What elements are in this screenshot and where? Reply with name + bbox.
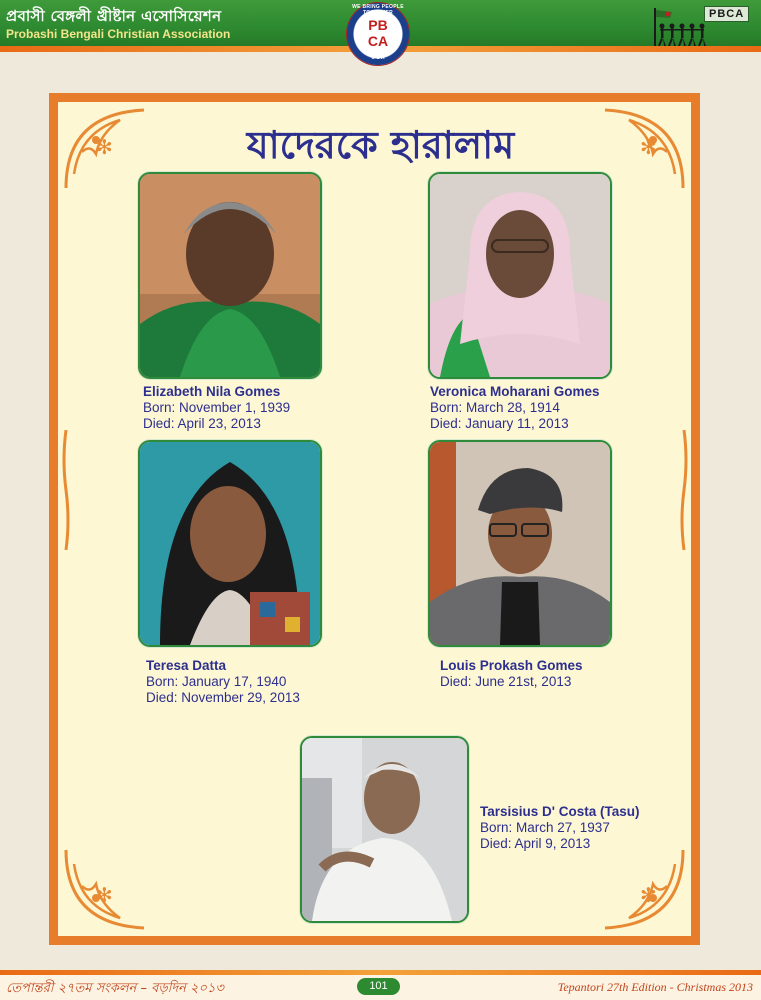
- side-flourish-icon: [680, 430, 688, 550]
- logo-letters: PB CA: [367, 17, 389, 49]
- portrait-photo: [138, 172, 322, 379]
- death-date: Died: April 9, 2013: [480, 836, 591, 851]
- portrait-photo: [428, 172, 612, 379]
- logo-country: U S A: [371, 55, 385, 61]
- birth-date: Born: November 1, 1939: [143, 400, 291, 415]
- footer-edition-english: Tepantori 27th Edition - Christmas 2013: [557, 980, 753, 994]
- pbca-brand: [650, 2, 758, 46]
- page-number: 101: [357, 978, 400, 995]
- portrait-photo: [300, 736, 469, 923]
- person-name: Louis Prokash Gomes: [440, 658, 583, 673]
- page-title: যাদেরকে হারালাম: [246, 123, 515, 167]
- person-caption: [146, 658, 300, 706]
- portrait-photo: [138, 440, 322, 647]
- death-date: Died: January 11, 2013: [430, 416, 569, 431]
- death-date: Died: June 21st, 2013: [440, 674, 572, 689]
- person-caption: [430, 384, 600, 432]
- snowflake-icon: ✻: [96, 137, 113, 159]
- death-date: Died: April 23, 2013: [143, 416, 261, 431]
- person-name: Elizabeth Nila Gomes: [143, 384, 281, 399]
- portrait-photo: [428, 440, 612, 647]
- pbca-logo: [347, 3, 409, 65]
- person-name: Tarsisius D' Costa (Tasu): [480, 804, 640, 819]
- logo-motto: WE BRING PEOPLE TOGETHER: [352, 4, 404, 16]
- dancers-icon: [652, 8, 710, 48]
- person-caption: [480, 804, 640, 852]
- association-name-english: Probashi Bengali Christian Association: [6, 27, 231, 41]
- footer-edition-bengali: তেপান্তরী ২৭তম সংকলন – বড়দিন ২০১৩: [6, 981, 224, 996]
- brand-label: PBCA: [704, 6, 749, 22]
- side-flourish-icon: [62, 430, 70, 550]
- association-name-bengali: প্রবাসী বেঙ্গলী খ্রীষ্টান এসোসিয়েশন: [6, 7, 222, 25]
- death-date: Died: November 29, 2013: [146, 690, 300, 705]
- birth-date: Born: March 27, 1937: [480, 820, 610, 835]
- birth-date: Born: January 17, 1940: [146, 674, 287, 689]
- person-caption: [143, 384, 290, 432]
- footer-orange-band: [0, 970, 761, 975]
- snowflake-icon: ✻: [640, 885, 657, 907]
- snowflake-icon: ✻: [96, 885, 113, 907]
- person-name: Veronica Moharani Gomes: [430, 384, 600, 399]
- person-caption: [440, 658, 583, 690]
- person-name: Teresa Datta: [146, 658, 227, 673]
- birth-date: Born: March 28, 1914: [430, 400, 560, 415]
- snowflake-icon: ✻: [640, 137, 657, 159]
